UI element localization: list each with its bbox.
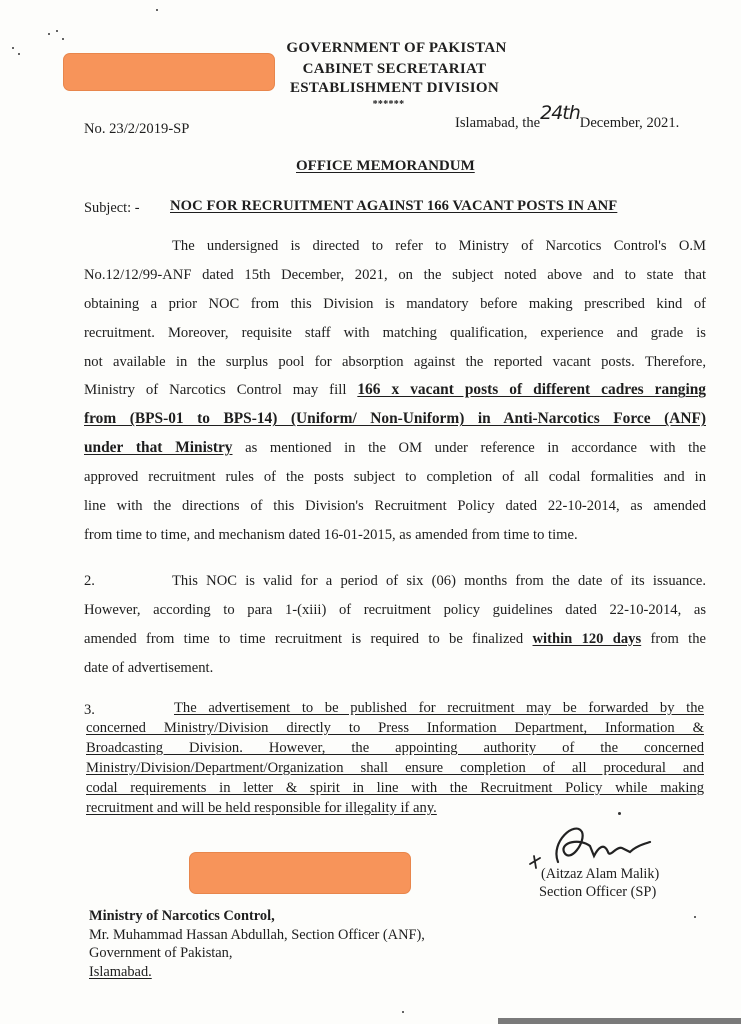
header-cabinet: CABINET SECRETARIAT xyxy=(302,61,487,77)
header-stars: ****** xyxy=(372,99,405,110)
scan-speck xyxy=(156,9,158,11)
handwritten-day: 24th xyxy=(540,102,580,124)
addressee-government: Government of Pakistan, xyxy=(89,945,233,961)
para3-line: Broadcasting Division. However, the appointing authority of the concerned xyxy=(86,740,704,756)
para3-line: codal requirements in letter & spirit in line with the Recruitment Policy while making xyxy=(86,780,704,796)
para3-line: concerned Ministry/Division directly to Press Information Department, Information & xyxy=(86,720,704,736)
addressee-officer: Mr. Muhammad Hassan Abdullah, Section Officer (ANF), xyxy=(89,926,425,943)
para1-line: No.12/12/99-ANF dated 15th December, 2021, on the subject noted above and to state that xyxy=(84,266,706,283)
header-government: GOVERNMENT OF PAKISTAN xyxy=(286,40,507,56)
para3-line: recruitment and will be held responsible for illegality if any. xyxy=(86,800,437,816)
addressee-block xyxy=(89,907,425,981)
memo-title: OFFICE MEMORANDUM xyxy=(296,158,475,174)
addressee-ministry: Ministry of Narcotics Control, xyxy=(89,908,275,924)
signatory-designation: Section Officer (SP) xyxy=(539,884,657,900)
reference-number: No. 23/2/2019-SP xyxy=(84,121,190,137)
redaction-box-bottom xyxy=(190,853,410,893)
subject-text: NOC FOR RECRUITMENT AGAINST 166 VACANT POSTS IN ANF xyxy=(170,198,618,214)
scan-speck xyxy=(48,33,50,35)
para3-line: Ministry/Division/Department/Organization shall ensure completion of all procedural and xyxy=(86,760,704,776)
para3-line: The advertisement to be published for recruitment may be forwarded by the xyxy=(174,700,704,716)
scan-speck xyxy=(402,1011,404,1013)
para2-text: amended from time to time recruitment is required to be finalized xyxy=(84,630,533,647)
para1-line: The undersigned is directed to refer to Ministry of Narcotics Control's O.M xyxy=(172,238,706,254)
scan-speck xyxy=(56,30,58,32)
addressee-city: Islamabad. xyxy=(89,963,152,980)
para1-emphasis: 166 x vacant posts of different cadres ranging xyxy=(357,381,706,399)
date-line xyxy=(455,102,680,132)
paragraph-3 xyxy=(86,698,704,818)
para2-line xyxy=(84,625,706,654)
header-division: ESTABLISHMENT DIVISION xyxy=(289,80,500,96)
para1-text: Ministry of Narcotics Control may fill xyxy=(84,382,358,399)
para1-text: as mentioned in the OM under reference in accordance with the xyxy=(232,440,707,457)
para2-line: However, according to para 1-(xiii) of recruitment policy guidelines dated 22-10-2014, as xyxy=(84,601,706,618)
para2-line: This NOC is valid for a period of six (06) months from the date of its issuance. xyxy=(172,573,706,589)
para1-emphasis-line: from (BPS-01 to BPS-14) (Uniform/ Non-Uniform) in Anti-Narcotics Force (ANF) xyxy=(84,410,706,428)
scan-speck xyxy=(12,47,14,49)
scan-edge-bar xyxy=(498,1018,741,1024)
scan-speck xyxy=(18,53,20,55)
scan-speck xyxy=(694,916,696,918)
paragraph-1 xyxy=(84,232,706,550)
para2-line: date of advertisement. xyxy=(84,659,214,676)
para3-number: 3. xyxy=(84,702,95,718)
para1-line: recruitment. Moreover, requisite staff with matching qualification, experience and grade is xyxy=(84,324,706,341)
para1-line: line with the directions of this Division's Recruitment Policy dated 22-10-2014, as amended xyxy=(84,498,706,515)
date-prefix: Islamabad, the xyxy=(455,115,541,131)
para2-text: from the xyxy=(641,630,706,647)
scan-speck xyxy=(618,812,621,815)
date-suffix: December, 2021. xyxy=(579,115,680,131)
para2-emphasis: within 120 days xyxy=(532,630,642,647)
para1-emphasis: under that Ministry xyxy=(84,439,233,457)
para1-line: not available in the surplus pool for absorption against the reported vacant posts. Therefore, xyxy=(84,353,706,370)
signatory-name: (Aitzaz Alam Malik) xyxy=(541,866,660,882)
para1-line: obtaining a prior NOC from this Division is mandatory before making prescribed kind of xyxy=(84,295,706,312)
para2-number: 2. xyxy=(84,573,95,589)
para1-line xyxy=(84,434,706,463)
para1-line xyxy=(84,376,706,405)
para1-line: from time to time, and mechanism dated 16-01-2015, as amended from time to time. xyxy=(84,526,578,543)
paragraph-2 xyxy=(84,567,706,683)
para1-line: approved recruitment rules of the posts subject to completion of all codal formalities and in xyxy=(84,469,706,486)
scan-speck xyxy=(62,38,64,40)
subject-label: Subject: - xyxy=(84,200,140,216)
